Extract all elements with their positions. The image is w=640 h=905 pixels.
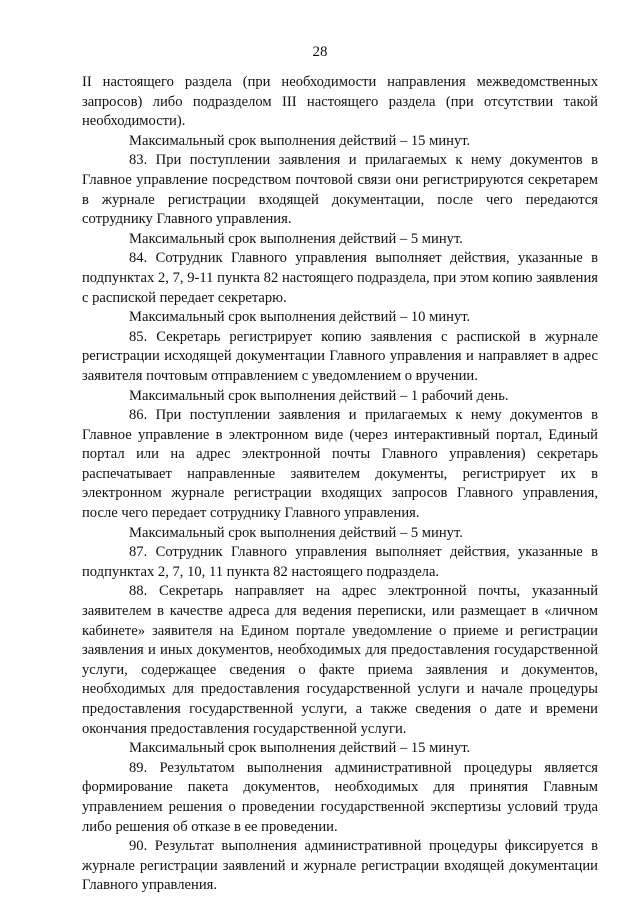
paragraph-87: 87. Сотрудник Главного управления выполняет действия, указанные в подпунктах 2, 7, 10, 11 пункта 82 настоящего подраздела.: [82, 544, 598, 580]
paragraph-83: 83. При поступлении заявления и прилагаемых к нему документов в Главное управление посредством почтовой связи они регистрируются секретарем в журнале регистрации входящей документации, после чего передаются сотруднику Главного управления.: [82, 152, 598, 228]
paragraph-deadline: Максимальный срок выполнения действий – 15 минут.: [129, 740, 471, 757]
paragraph-continuation: II настоящего раздела (при необходимости направления межведомственных запросов) либо подразделом III настоящего раздела (при отсутствии такой необходимости).: [82, 74, 598, 130]
paragraph-deadline: Максимальный срок выполнения действий – 5 минут.: [129, 524, 463, 541]
paragraph-deadline: Максимальный срок выполнения действий – 15 минут.: [129, 132, 471, 149]
paragraph-89: 89. Результатом выполнения административной процедуры является формирование пакета документов, необходимых для принятия Главным управлением решения о проведении государственной экспертизы условий труда либо решения об отказе в ее проведении.: [82, 759, 598, 835]
paragraph-deadline: Максимальный срок выполнения действий – 5 минут.: [129, 230, 463, 247]
paragraph-84: 84. Сотрудник Главного управления выполняет действия, указанные в подпунктах 2, 7, 9-11 пункта 82 настоящего подраздела, при этом копию заявления с распиской передает секретарю.: [82, 250, 598, 306]
paragraph-90: 90. Результат выполнения административной процедуры фиксируется в журнале регистрации заявлений и журнале регистрации входящей документации Главного управления.: [82, 838, 598, 894]
page-number: 28: [312, 44, 328, 60]
paragraph-85: 85. Секретарь регистрирует копию заявления с распиской в журнале регистрации исходящей документации Главного управления и направляет в адрес заявителя почтовым отправлением с уведомлением о вручении.: [82, 328, 598, 384]
paragraph-deadline: Максимальный срок выполнения действий – 10 минут.: [129, 309, 471, 326]
document-body: [82, 73, 598, 896]
paragraph-deadline: Максимальный срок выполнения действий – 1 рабочий день.: [129, 387, 509, 404]
paragraph-88: 88. Секретарь направляет на адрес электронной почты, указанный заявителем в качестве адреса для ведения переписки, или размещает в «личном кабинете» заявителя на Едином портале уведомление о приеме и регистрации заявления и иных документов, необходимых для предоставления государственной услуги, содержащее сведения о факте приема заявления и документов, необходимых для предоставления государственной услуги и начале процедуры предоставления государственной услуги, а также сведения о дате и времени окончания предоставления государственной услуги.: [82, 583, 598, 737]
paragraph-86: 86. При поступлении заявления и прилагаемых к нему документов в Главное управление в электронном виде (через интерактивный портал, Единый портал или на адрес электронной почты Главного управления) секретарь распечатывает направленные заявителем документы, регистрирует их в электронном журнале регистрации входящих запросов Главного управления, после чего передает сотруднику Главного управления.: [82, 407, 598, 522]
